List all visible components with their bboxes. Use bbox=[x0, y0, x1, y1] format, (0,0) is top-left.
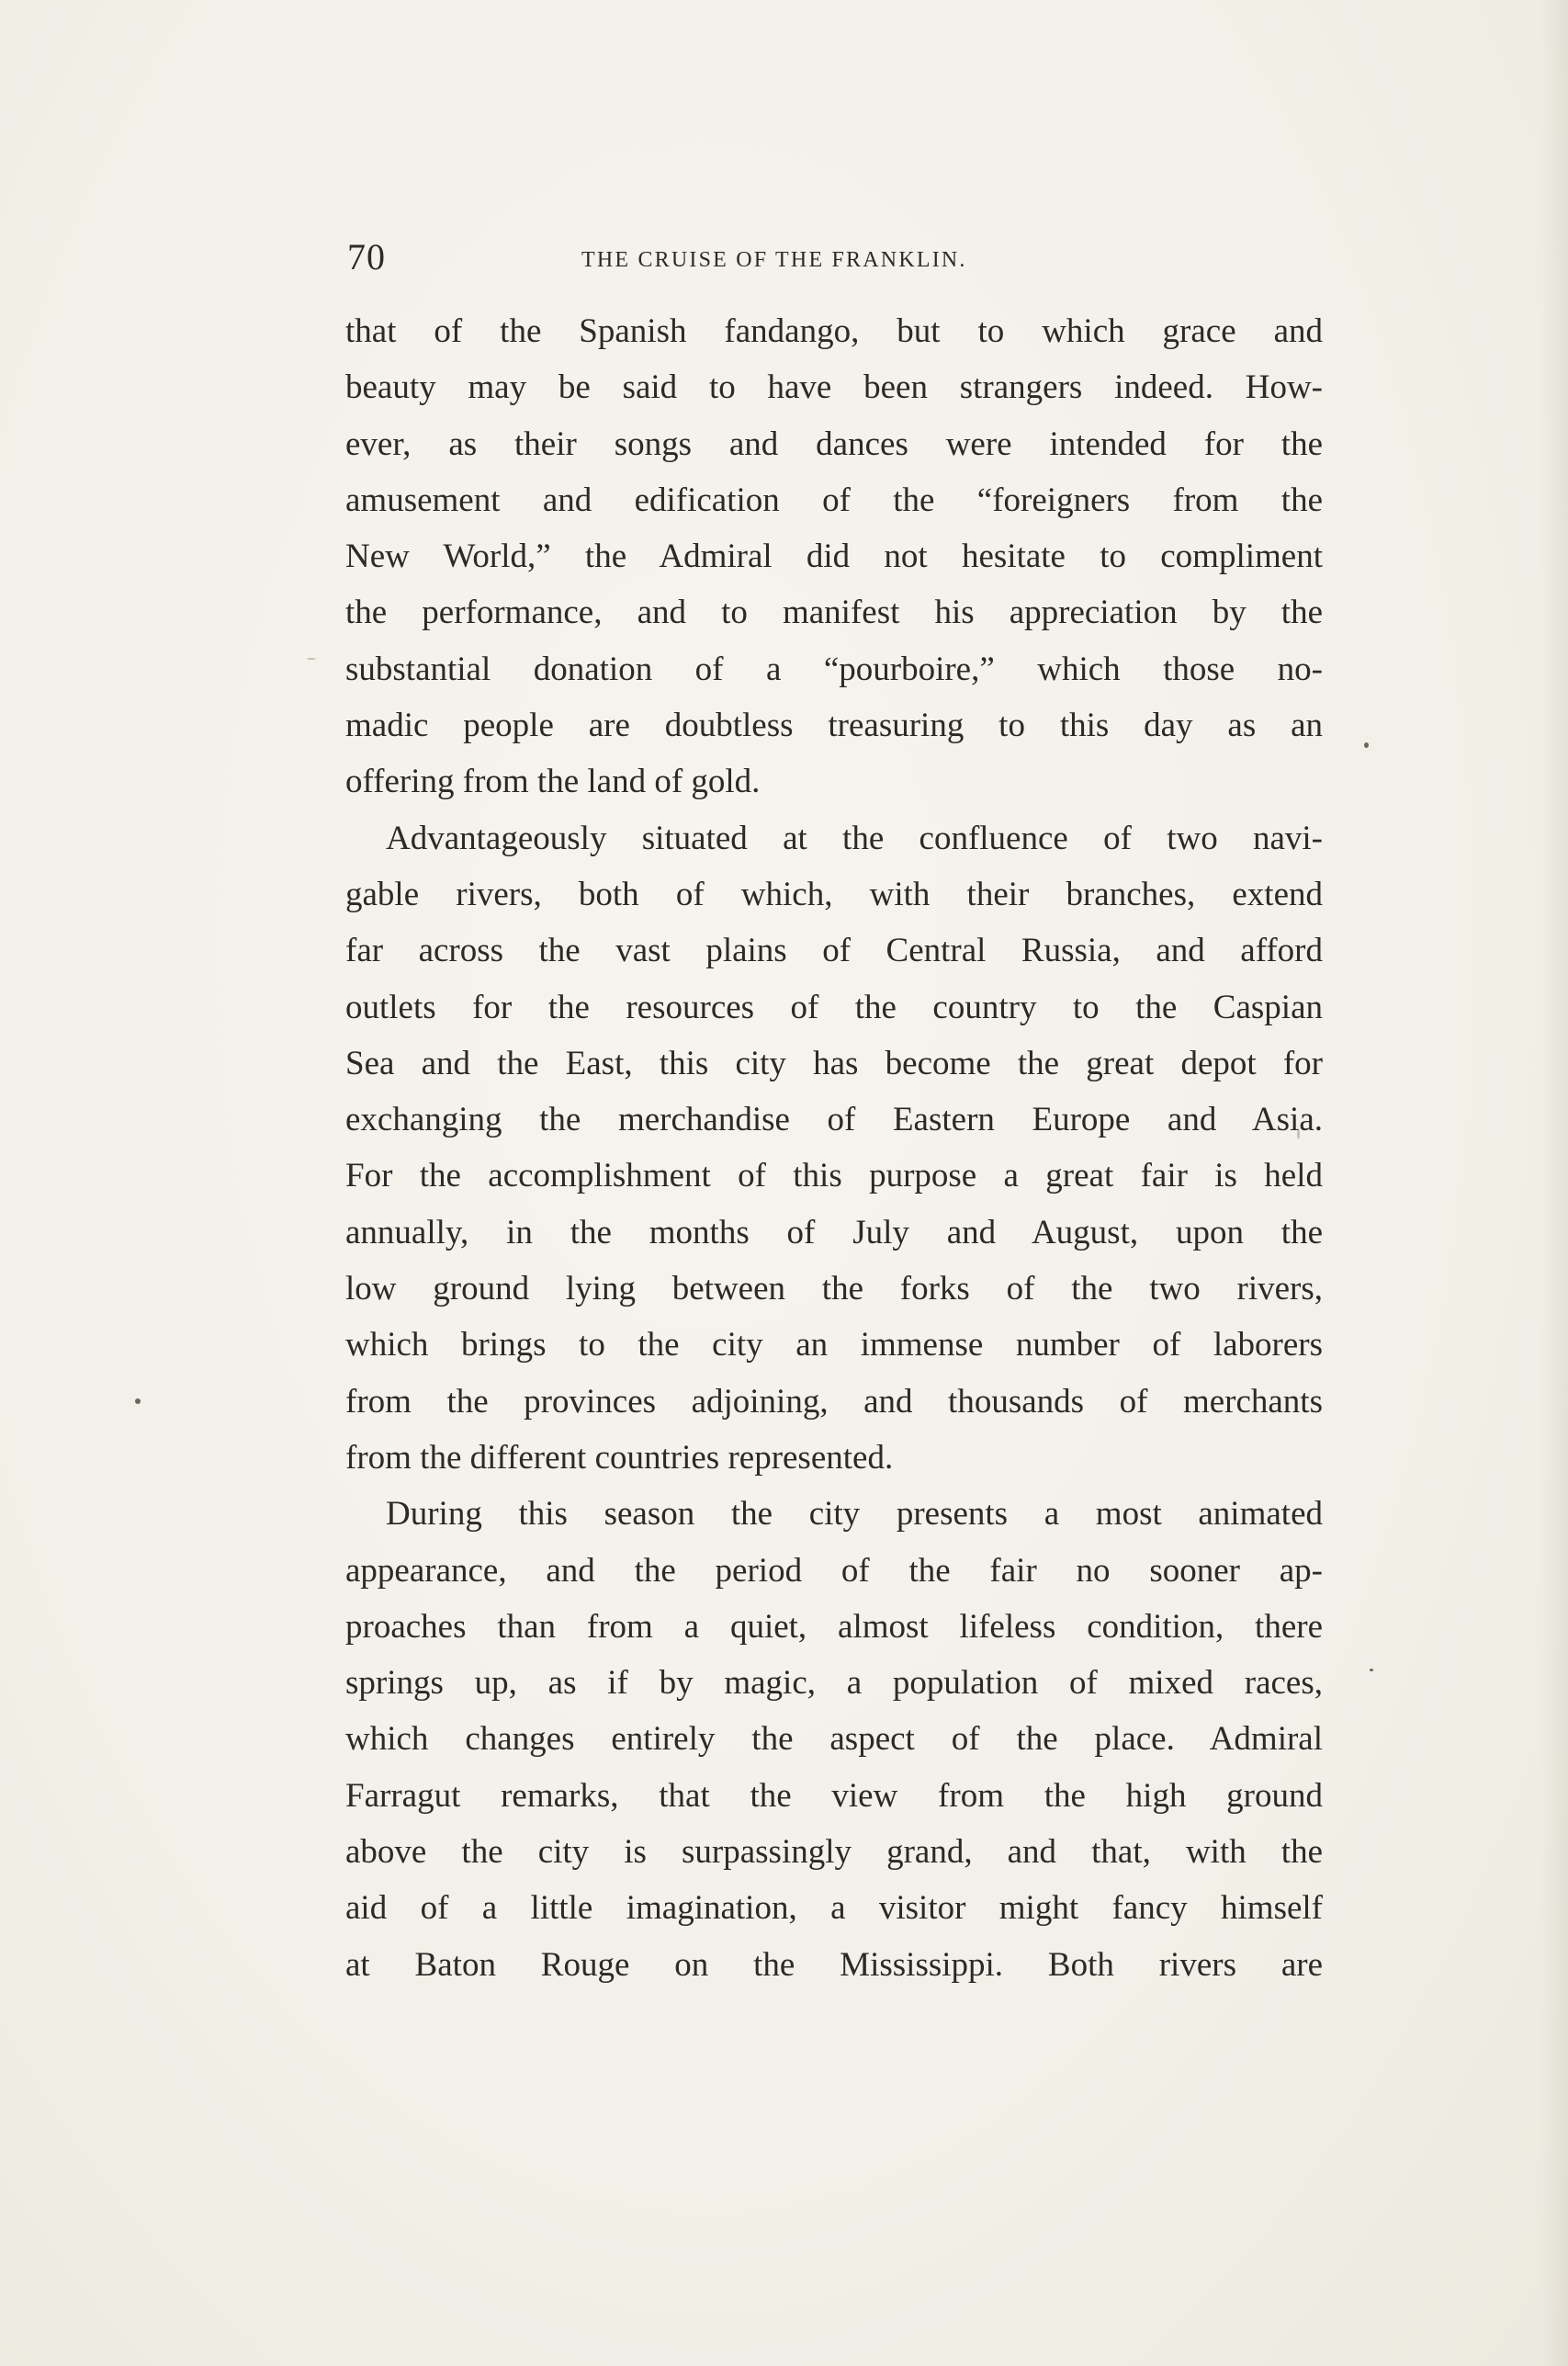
text-line: that of the Spanish fandango, but to which grace and bbox=[345, 312, 1323, 350]
page-number: 70 bbox=[347, 236, 386, 277]
paragraph-end-line: offering from the land of gold. bbox=[345, 763, 761, 801]
text-line: aid of a little imagination, a visitor might fancy himself bbox=[345, 1889, 1323, 1928]
paragraph-start-line: Advantageously situated at the confluence of two navi- bbox=[386, 819, 1323, 857]
paper-speck bbox=[307, 658, 316, 660]
paper-speck bbox=[1364, 742, 1369, 748]
body-text bbox=[345, 303, 1323, 1993]
text-line: gable rivers, both of which, with their branches, extend bbox=[345, 875, 1323, 913]
text-line: far across the vast plains of Central Russia, and afford bbox=[345, 932, 1323, 970]
text-line: New World,” the Admiral did not hesitate to compliment bbox=[345, 538, 1323, 576]
page-header bbox=[347, 235, 1321, 281]
paragraph-start-line: During this season the city presents a most animated bbox=[386, 1495, 1323, 1534]
text-line: annually, in the months of July and August, upon the bbox=[345, 1213, 1323, 1251]
text-line: outlets for the resources of the country to the Caspian bbox=[345, 988, 1323, 1026]
text-line: low ground lying between the forks of the two rivers, bbox=[345, 1270, 1323, 1308]
text-line: madic people are doubtless treasuring to this day as an bbox=[345, 707, 1323, 745]
text-line: Sea and the East, this city has become the great depot for bbox=[345, 1044, 1323, 1082]
text-line: at Baton Rouge on the Mississippi. Both rivers are bbox=[345, 1945, 1323, 1984]
text-line: springs up, as if by magic, a population of mixed races, bbox=[345, 1664, 1323, 1703]
text-line: above the city is surpassingly grand, and that, with the bbox=[345, 1833, 1323, 1872]
paper-speck bbox=[1370, 1669, 1373, 1671]
text-line: amusement and edification of the “foreigners from the bbox=[345, 481, 1323, 519]
paper-speck bbox=[135, 1398, 141, 1404]
text-line: Farragut remarks, that the view from the high ground bbox=[345, 1776, 1323, 1815]
page-edge-shadow bbox=[1540, 0, 1568, 2366]
paragraph-end-line: from the different countries represented. bbox=[345, 1438, 894, 1477]
text-line: ever, as their songs and dances were intended for the bbox=[345, 425, 1323, 463]
text-line: substantial donation of a “pourboire,” which those no- bbox=[345, 650, 1323, 688]
paper-speck bbox=[1297, 1128, 1300, 1139]
text-line: which brings to the city an immense number of laborers bbox=[345, 1326, 1323, 1364]
text-line: exchanging the merchandise of Eastern Europe and Asia. bbox=[345, 1101, 1323, 1139]
text-line: proaches than from a quiet, almost lifeless condition, there bbox=[345, 1607, 1323, 1646]
text-line: For the accomplishment of this purpose a great fair is held bbox=[345, 1157, 1323, 1195]
text-line: appearance, and the period of the fair no sooner ap- bbox=[345, 1551, 1323, 1590]
running-head: THE CRUISE OF THE FRANKLIN. bbox=[581, 248, 967, 272]
text-line: from the provinces adjoining, and thousands of merchants bbox=[345, 1382, 1323, 1421]
text-line: which changes entirely the aspect of the place. Admiral bbox=[345, 1720, 1323, 1759]
text-line: beauty may be said to have been strangers indeed. How- bbox=[345, 368, 1323, 407]
text-line: the performance, and to manifest his appreciation by the bbox=[345, 594, 1323, 632]
